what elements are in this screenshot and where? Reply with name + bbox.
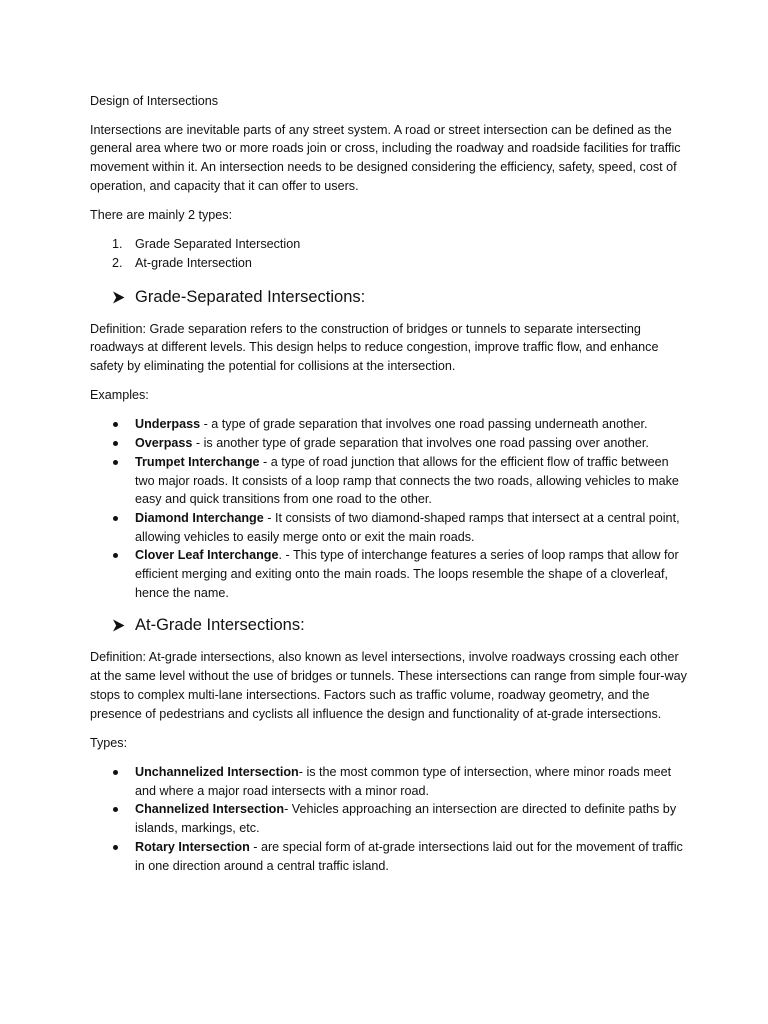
item-term: Channelized Intersection — [135, 802, 285, 817]
bullet-icon — [113, 516, 118, 521]
item-description: - are special form of at-grade intersections laid out for the movement of traffic in one direction around a central traffic island. — [135, 839, 683, 873]
types-label: Types: — [90, 735, 128, 750]
bullet-icon — [113, 441, 118, 446]
bullet-icon — [113, 460, 118, 465]
list-item — [90, 453, 690, 509]
examples-label: Examples: — [90, 388, 149, 403]
list-number: 2. — [112, 255, 123, 270]
bullet-icon — [113, 422, 118, 427]
item-description: - a type of grade separation that involves one road passing underneath another. — [200, 417, 648, 432]
bullet-icon — [113, 845, 118, 850]
list-item — [90, 763, 690, 800]
types-intro: There are mainly 2 types: — [90, 208, 233, 223]
item-description: - a type of road junction that allows for the efficient flow of traffic between two major roads. It consists of a loop ramp that connects the two roads, allowing vehicles to make easy and quick transitions from one road to the other. — [135, 454, 679, 507]
list-item — [90, 838, 690, 875]
list-item — [90, 235, 690, 254]
section1-definition: Definition: Grade separation refers to the construction of bridges or tunnels to separate intersecting roadways at different levels. This design helps to reduce congestion, improve traffic flow, and enhance safety by eliminating the potential for collisions at the intersection. — [90, 321, 659, 374]
arrowhead-bullet-icon — [112, 291, 125, 304]
document-title: Design of Intersections — [90, 94, 219, 108]
item-term: Diamond Interchange — [135, 510, 264, 525]
bullet-icon — [113, 553, 118, 558]
list-item-text: Grade Separated Intersection — [135, 237, 301, 252]
list-item — [90, 509, 690, 546]
list-item — [90, 434, 690, 453]
list-item — [90, 254, 690, 273]
section-heading-grade-separated — [90, 286, 690, 308]
item-description: - Vehicles approaching an intersection are directed to definite paths by islands, markings, etc. — [135, 802, 677, 836]
section-heading-at-grade — [90, 614, 690, 636]
section-heading-text: Grade-Separated Intersections: — [135, 287, 366, 306]
at-grade-types-list — [90, 763, 690, 875]
list-item — [90, 546, 690, 602]
types-list — [90, 235, 690, 272]
document-page — [90, 92, 690, 887]
item-description: - is the most common type of intersection, where minor roads meet and where a major road intersects with a minor road. — [135, 764, 672, 798]
examples-list — [90, 415, 690, 602]
item-description: - is another type of grade separation that involves one road passing over another. — [192, 436, 649, 451]
list-item-text: At-grade Intersection — [135, 255, 252, 270]
item-term: Clover Leaf Interchange — [135, 548, 279, 563]
list-number: 1. — [112, 237, 123, 252]
item-description: - It consists of two diamond-shaped ramps that intersect at a central point, allowing vehicles to easily merge onto or exit the main roads. — [135, 510, 680, 544]
section-heading-text: At-Grade Intersections: — [135, 616, 305, 635]
item-term: Underpass — [135, 417, 201, 432]
item-description: . - This type of interchange features a series of loop ramps that allow for efficient merging and exiting onto the main roads. The loops resemble the shape of a cloverleaf, hence the name. — [135, 548, 679, 600]
list-item — [90, 415, 690, 434]
section2-definition: Definition: At-grade intersections, also known as level intersections, involve roadways crossing each other at the same level without the use of bridges or tunnels. These intersections can range from simple four-way stops to complex multi-lane intersections. Factors such as traffic volume, roadway geometry, and the presence of pedestrians and cyclists all influence the design and functionality of at-grade intersections. — [90, 650, 687, 721]
item-term: Overpass — [135, 436, 193, 451]
arrowhead-bullet-icon — [112, 619, 125, 632]
item-term: Trumpet Interchange — [135, 454, 260, 469]
intro-paragraph: Intersections are inevitable parts of any street system. A road or street intersection can be defined as the general area where two or more roads join or cross, including the roadway and roadside facilities for traffic movement within it. An intersection needs to be designed considering the efficiency, safety, speed, cost of operation, and capacity that it can offer to users. — [90, 122, 681, 193]
list-item — [90, 800, 690, 837]
item-term: Unchannelized Intersection — [135, 764, 299, 779]
item-term: Rotary Intersection — [135, 839, 250, 854]
bullet-icon — [113, 807, 118, 812]
bullet-icon — [113, 770, 118, 775]
